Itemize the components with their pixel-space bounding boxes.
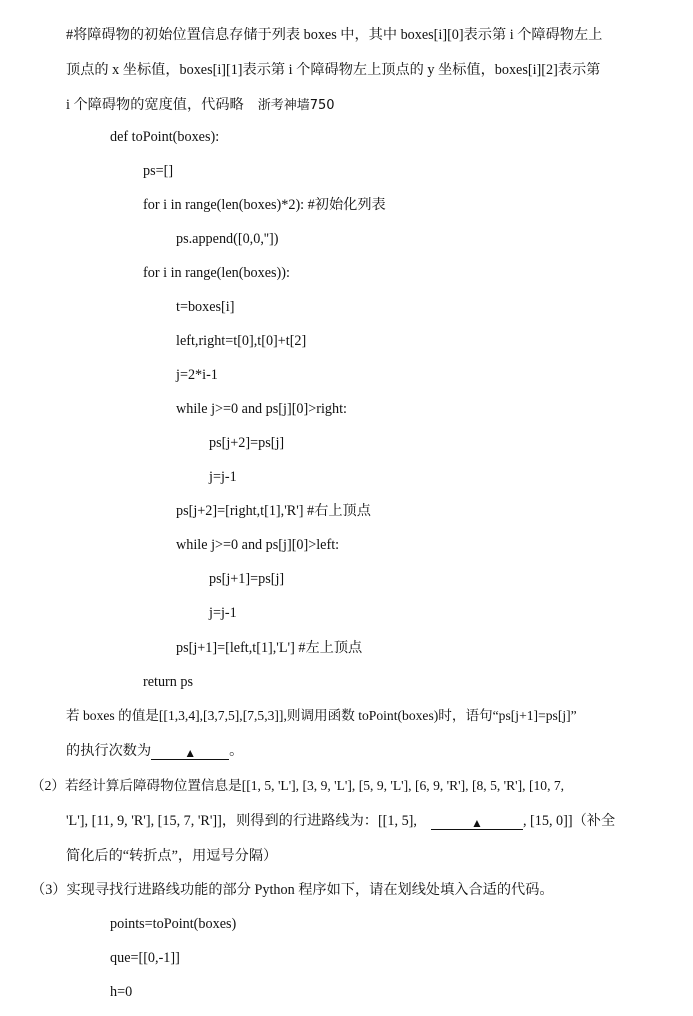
code-line: j=j-1 <box>209 605 237 621</box>
q1-text-after: 。 <box>229 743 244 759</box>
q3-line-1: （3）实现寻找行进路线功能的部分 Python 程序如下，请在划线处填入合适的代码。 <box>31 882 554 898</box>
code-line: ps[j+2]=[right,t[1],'R'] #右上顶点 <box>176 503 371 519</box>
q2-line-3: 简化后的“转折点”，用逗号分隔） <box>66 848 278 864</box>
q2-answer-blank[interactable] <box>431 813 523 830</box>
code-line: ps[j+1]=[left,t[1],'L'] #左上顶点 <box>176 640 363 656</box>
code-line: que=[[0,-1]] <box>110 950 180 966</box>
code-line-def: def toPoint(boxes): <box>110 129 220 145</box>
q1-text-before: 的执行次数为 <box>66 743 152 759</box>
code-line: while j>=0 and ps[j][0]>right: <box>176 401 347 417</box>
code-line: points=toPoint(boxes) <box>110 916 237 932</box>
code-line: j=2*i-1 <box>176 367 218 383</box>
code-line: t=boxes[i] <box>176 299 235 315</box>
intro-line-2: 顶点的 x 坐标值，boxes[i][1]表示第 i 个障碍物左上顶点的 y 坐标值，boxes[i][2]表示第 <box>66 62 601 78</box>
intro-line-3 <box>66 95 335 116</box>
triangle-icon: ▲ <box>471 816 483 830</box>
code-line: ps.append([0,0,'']) <box>176 231 279 247</box>
code-line: while j>=0 and ps[j][0]>left: <box>176 537 340 553</box>
code-line: ps[j+2]=ps[j] <box>209 435 285 451</box>
q1-answer-blank[interactable] <box>151 743 229 760</box>
intro-line-3-text: i 个障碍物的宽度值，代码略 <box>66 97 244 113</box>
triangle-icon: ▲ <box>184 746 197 760</box>
code-line: ps=[] <box>143 163 174 179</box>
q2-text-before: 'L'], [11, 9, 'R'], [15, 7, 'R']]，则得到的行进路线为：[[1, 5], <box>66 813 417 829</box>
code-line-return: return ps <box>143 674 194 690</box>
code-line: ps[j+1]=ps[j] <box>209 571 285 587</box>
watermark-text: 浙考神墙750 <box>257 98 335 113</box>
q2-text-after: , [15, 0]]（补全 <box>522 813 616 829</box>
code-line: left,right=t[0],t[0]+t[2] <box>176 333 307 349</box>
code-line: for i in range(len(boxes)): <box>143 265 290 281</box>
code-line: j=j-1 <box>209 469 237 485</box>
q1-line-1: 若 boxes 的值是[[1,3,4],[3,7,5],[7,5,3]],则调用函数 toPoint(boxes)时，语句“ps[j+1]=ps[j]” <box>66 708 577 723</box>
code-line: for i in range(len(boxes)*2): #初始化列表 <box>143 197 386 213</box>
q2-line-1: （2）若经计算后障碍物位置信息是[[1, 5, 'L'], [3, 9, 'L'], [5, 9, 'L'], [6, 9, 'R'], [8, 5, 'R'], [10, 7, <box>31 778 565 793</box>
code-line: h=0 <box>110 984 133 1000</box>
q2-line-2 <box>66 811 615 831</box>
q1-line-2 <box>66 741 243 761</box>
intro-line-1: #将障碍物的初始位置信息存储于列表 boxes 中，其中 boxes[i][0]表示第 i 个障碍物左上 <box>66 27 603 43</box>
